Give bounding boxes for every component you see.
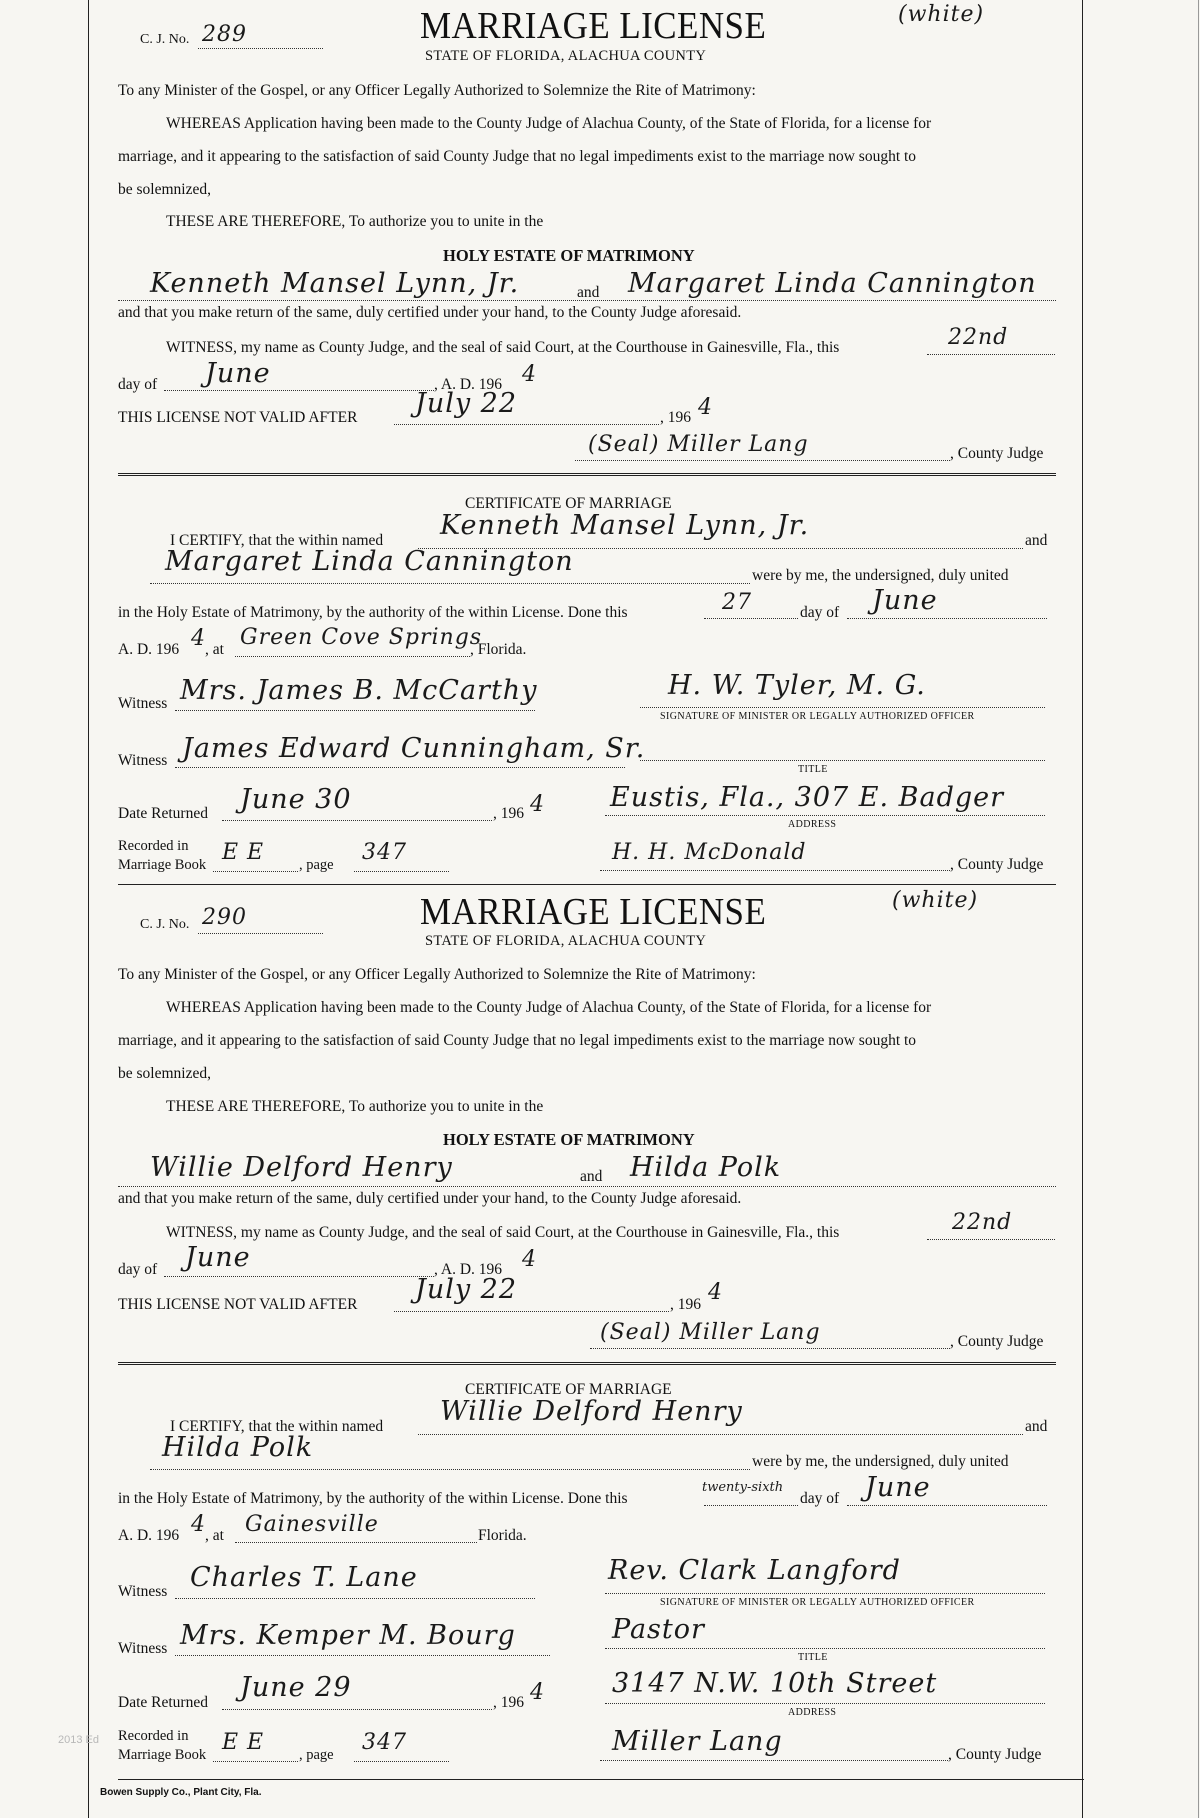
date-returned-blank xyxy=(222,820,492,821)
witness-day-blank xyxy=(927,1239,1055,1240)
not-valid-year-digit: 4 xyxy=(698,395,713,420)
whereas-line-1: WHEREAS Application having been made to the County Judge of Alachua County, of the State of Florida, for a license for xyxy=(166,115,932,132)
cert-bride: Margaret Linda Cannington xyxy=(165,546,574,577)
witness-line: WITNESS, my name as County Judge, and the seal of said Court, at the Courthouse in Gainesville, Fla., this xyxy=(166,339,840,356)
book-value: E E xyxy=(222,840,265,865)
whereas-line-3: be solemnized, xyxy=(118,1065,211,1082)
ad-year-digit: 4 xyxy=(191,1512,206,1537)
witness-line: WITNESS, my name as County Judge, and the seal of said Court, at the Courthouse in Gainesville, Fla., this xyxy=(166,1224,840,1241)
place: Green Cove Springs xyxy=(240,625,483,650)
judge-label: , County Judge xyxy=(950,445,1044,462)
recorder-blank xyxy=(600,1760,948,1761)
united-label: were by me, the undersigned, duly united xyxy=(752,567,1009,584)
ad-year-digit: 4 xyxy=(191,626,206,651)
witness-day: 22nd xyxy=(948,325,1009,350)
sig-label: SIGNATURE OF MINISTER OR LEGALLY AUTHORIZED OFFICER xyxy=(660,711,975,722)
title-label: TITLE xyxy=(798,764,828,775)
returned-year-digit: 4 xyxy=(530,792,545,817)
cj-number: 290 xyxy=(202,905,247,930)
certify-label: I CERTIFY, that the within named xyxy=(170,1418,384,1435)
therefore-line: THESE ARE THEREFORE, To authorize you to unite in the xyxy=(166,1098,544,1115)
address-blank xyxy=(605,1703,1045,1704)
bottom-rule xyxy=(118,1779,1084,1780)
book-blank xyxy=(213,1761,298,1762)
printer-credit: Bowen Supply Co., Plant City, Fla. xyxy=(100,1787,262,1798)
officer-address: Eustis, Fla., 307 E. Badger xyxy=(610,782,1005,813)
certificate-title: CERTIFICATE OF MARRIAGE xyxy=(465,495,672,512)
done-day-blank xyxy=(704,618,798,619)
done-day-blank xyxy=(704,1505,798,1506)
book-label: Marriage Book xyxy=(118,1747,207,1763)
done-month-blank xyxy=(847,1505,1047,1506)
book-blank xyxy=(213,871,298,872)
not-valid-blank xyxy=(394,1311,669,1312)
at-label: , at xyxy=(205,641,224,658)
page-label: , page xyxy=(299,1747,334,1763)
ad-label: A. D. 196 xyxy=(118,1527,180,1544)
returned-year-digit: 4 xyxy=(530,1680,545,1705)
and-word: and xyxy=(577,284,600,301)
done-month: June xyxy=(865,1472,931,1503)
section-divider xyxy=(118,1362,1056,1365)
bride-blank xyxy=(150,1469,750,1470)
recorder-blank xyxy=(600,870,950,871)
month-blank xyxy=(164,1276,434,1277)
page-value: 347 xyxy=(362,1730,407,1755)
holy-estate-heading: HOLY ESTATE OF MATRIMONY xyxy=(443,246,695,265)
not-valid-year-label: , 196 xyxy=(670,1296,701,1313)
witness2-name: James Edward Cunningham, Sr. xyxy=(182,733,646,764)
date-returned-label: Date Returned xyxy=(118,805,208,822)
address-line: To any Minister of the Gospel, or any Officer Legally Authorized to Solemnize the Rite of Matrimony: xyxy=(118,966,756,983)
groom-name: Kenneth Mansel Lynn, Jr. xyxy=(150,268,520,299)
cj-label: C. J. No. xyxy=(140,917,190,932)
cert-bride: Hilda Polk xyxy=(162,1432,314,1463)
year-digit: 4 xyxy=(522,362,537,387)
cj-label: C. J. No. xyxy=(140,32,190,47)
judge-signature: (Seal) Miller Lang xyxy=(600,1320,821,1345)
page-edge xyxy=(1198,0,1199,1818)
witness2-label: Witness xyxy=(118,752,168,769)
date-returned: June 29 xyxy=(240,1672,352,1703)
month-blank xyxy=(164,390,434,391)
witness-day-blank xyxy=(927,354,1055,355)
cert-groom: Willie Delford Henry xyxy=(440,1396,743,1427)
title-blank xyxy=(605,1648,1045,1649)
officer-signature: Rev. Clark Langford xyxy=(608,1555,901,1586)
florida-label: , Florida. xyxy=(470,641,527,658)
place: Gainesville xyxy=(245,1512,379,1537)
returned-year-label: , 196 xyxy=(493,805,524,822)
page-value: 347 xyxy=(362,840,407,865)
witness1-label: Witness xyxy=(118,1583,168,1600)
not-valid-label: THIS LICENSE NOT VALID AFTER xyxy=(118,409,358,426)
witness1-blank xyxy=(175,1598,535,1599)
and-word: and xyxy=(1025,1418,1048,1435)
officer-address: 3147 N.W. 10th Street xyxy=(612,1668,938,1699)
whereas-line-1: WHEREAS Application having been made to the County Judge of Alachua County, of the State of Florida, for a license for xyxy=(166,999,932,1016)
judge-label: , County Judge xyxy=(948,1746,1042,1763)
left-border xyxy=(88,0,89,1818)
recorder-signature: H. H. McDonald xyxy=(612,840,807,865)
day-of-label: day of xyxy=(800,604,840,621)
florida-label: Florida. xyxy=(478,1527,527,1544)
judge-sig-blank xyxy=(575,460,950,461)
date-returned-blank xyxy=(222,1709,492,1710)
race-note: (white) xyxy=(898,2,985,27)
license-title: MARRIAGE LICENSE xyxy=(420,891,767,933)
bride-blank xyxy=(150,583,750,584)
recorded-label: Recorded in xyxy=(118,838,189,854)
certify-label: I CERTIFY, that the within named xyxy=(170,532,384,549)
license-subtitle: STATE OF FLORIDA, ALACHUA COUNTY xyxy=(425,933,707,949)
section-divider xyxy=(118,884,1056,885)
return-line: and that you make return of the same, duly certified under your hand, to the County Judge aforesaid. xyxy=(118,1190,742,1207)
groom-name: Willie Delford Henry xyxy=(150,1152,453,1183)
witness-day: 22nd xyxy=(952,1210,1013,1235)
sig-label: SIGNATURE OF MINISTER OR LEGALLY AUTHORIZED OFFICER xyxy=(660,1597,975,1608)
witness1-blank xyxy=(175,710,535,711)
whereas-line-2: marriage, and it appearing to the satisfaction of said County Judge that no legal impediments exist to the marriage now sought to xyxy=(118,148,917,165)
month: June xyxy=(205,358,271,389)
certificate-title: CERTIFICATE OF MARRIAGE xyxy=(465,1381,672,1398)
witness2-name: Mrs. Kemper M. Bourg xyxy=(180,1620,516,1651)
not-valid-date: July 22 xyxy=(415,388,518,419)
right-border xyxy=(1082,0,1083,1818)
therefore-line: THESE ARE THEREFORE, To authorize you to unite in the xyxy=(166,213,544,230)
witness2-blank xyxy=(175,1655,550,1656)
and-word: and xyxy=(1025,532,1048,549)
year-digit: 4 xyxy=(522,1247,537,1272)
judge-label: , County Judge xyxy=(950,1333,1044,1350)
officer-title: Pastor xyxy=(612,1614,705,1645)
cj-blank xyxy=(198,48,323,49)
page-blank xyxy=(354,1761,449,1762)
whereas-line-3: be solemnized, xyxy=(118,181,211,198)
ad-label: , A. D. 196 xyxy=(434,376,503,393)
officer-sig-blank xyxy=(605,1593,1045,1594)
united-label: were by me, the undersigned, duly united xyxy=(752,1453,1009,1470)
judge-sig-blank xyxy=(590,1348,950,1349)
not-valid-year-digit: 4 xyxy=(708,1280,723,1305)
holy-estate-heading: HOLY ESTATE OF MATRIMONY xyxy=(443,1130,695,1149)
book-value: E E xyxy=(222,1730,265,1755)
judge-signature: (Seal) Miller Lang xyxy=(588,432,809,457)
judge-label: , County Judge xyxy=(950,856,1044,873)
and-word: and xyxy=(580,1168,603,1185)
done-day: twenty-sixth xyxy=(702,1480,784,1495)
cj-blank xyxy=(198,933,323,934)
address-label: ADDRESS xyxy=(788,1707,837,1718)
not-valid-blank xyxy=(394,424,659,425)
at-label: , at xyxy=(205,1527,224,1544)
officer-signature: H. W. Tyler, M. G. xyxy=(668,670,926,701)
cj-number: 289 xyxy=(202,22,247,47)
done-month-blank xyxy=(847,618,1047,619)
date-returned: June 30 xyxy=(240,784,352,815)
book-label: Marriage Book xyxy=(118,857,207,873)
return-line: and that you make return of the same, duly certified under your hand, to the County Judge aforesaid. xyxy=(118,304,742,321)
license-title: MARRIAGE LICENSE xyxy=(420,5,767,47)
officer-sig-blank xyxy=(640,707,1045,708)
day-of-label: day of xyxy=(118,1261,158,1278)
day-of-label: day of xyxy=(800,1490,840,1507)
bride-name: Margaret Linda Cannington xyxy=(628,268,1037,299)
month: June xyxy=(185,1242,251,1273)
witness1-name: Mrs. James B. McCarthy xyxy=(180,675,538,706)
recorded-label: Recorded in xyxy=(118,1728,189,1744)
title-label: TITLE xyxy=(798,1652,828,1663)
witness1-name: Charles T. Lane xyxy=(190,1562,418,1593)
not-valid-year-label: , 196 xyxy=(660,409,691,426)
holy-line: in the Holy Estate of Matrimony, by the authority of the within License. Done this xyxy=(118,1490,628,1507)
race-note: (white) xyxy=(892,888,979,913)
cert-groom: Kenneth Mansel Lynn, Jr. xyxy=(440,510,810,541)
returned-year-label: , 196 xyxy=(493,1694,524,1711)
names-blank xyxy=(118,1186,1056,1187)
witness2-blank xyxy=(175,767,625,768)
witness2-label: Witness xyxy=(118,1640,168,1657)
watermark: 2013 Ed xyxy=(58,1734,99,1746)
license-subtitle: STATE OF FLORIDA, ALACHUA COUNTY xyxy=(425,48,707,64)
groom-blank xyxy=(418,1434,1023,1435)
ad-label: A. D. 196 xyxy=(118,641,180,658)
section-divider xyxy=(118,473,1056,476)
done-day: 27 xyxy=(722,590,752,615)
recorder-signature: Miller Lang xyxy=(612,1726,783,1757)
place-blank xyxy=(235,656,470,657)
done-month: June xyxy=(872,585,938,616)
address-line: To any Minister of the Gospel, or any Officer Legally Authorized to Solemnize the Rite of Matrimony: xyxy=(118,82,756,99)
page-blank xyxy=(354,871,449,872)
holy-line: in the Holy Estate of Matrimony, by the authority of the within License. Done this xyxy=(118,604,628,621)
witness1-label: Witness xyxy=(118,695,168,712)
address-blank xyxy=(605,815,1045,816)
whereas-line-2: marriage, and it appearing to the satisfaction of said County Judge that no legal impediments exist to the marriage now sought to xyxy=(118,1032,917,1049)
address-label: ADDRESS xyxy=(788,819,837,830)
not-valid-date: July 22 xyxy=(415,1274,518,1305)
ad-label: , A. D. 196 xyxy=(434,1261,503,1278)
place-blank xyxy=(235,1542,477,1543)
not-valid-label: THIS LICENSE NOT VALID AFTER xyxy=(118,1296,358,1313)
date-returned-label: Date Returned xyxy=(118,1694,208,1711)
day-of-label: day of xyxy=(118,376,158,393)
title-blank xyxy=(640,760,1045,761)
bride-name: Hilda Polk xyxy=(630,1152,782,1183)
page-label: , page xyxy=(299,857,334,873)
